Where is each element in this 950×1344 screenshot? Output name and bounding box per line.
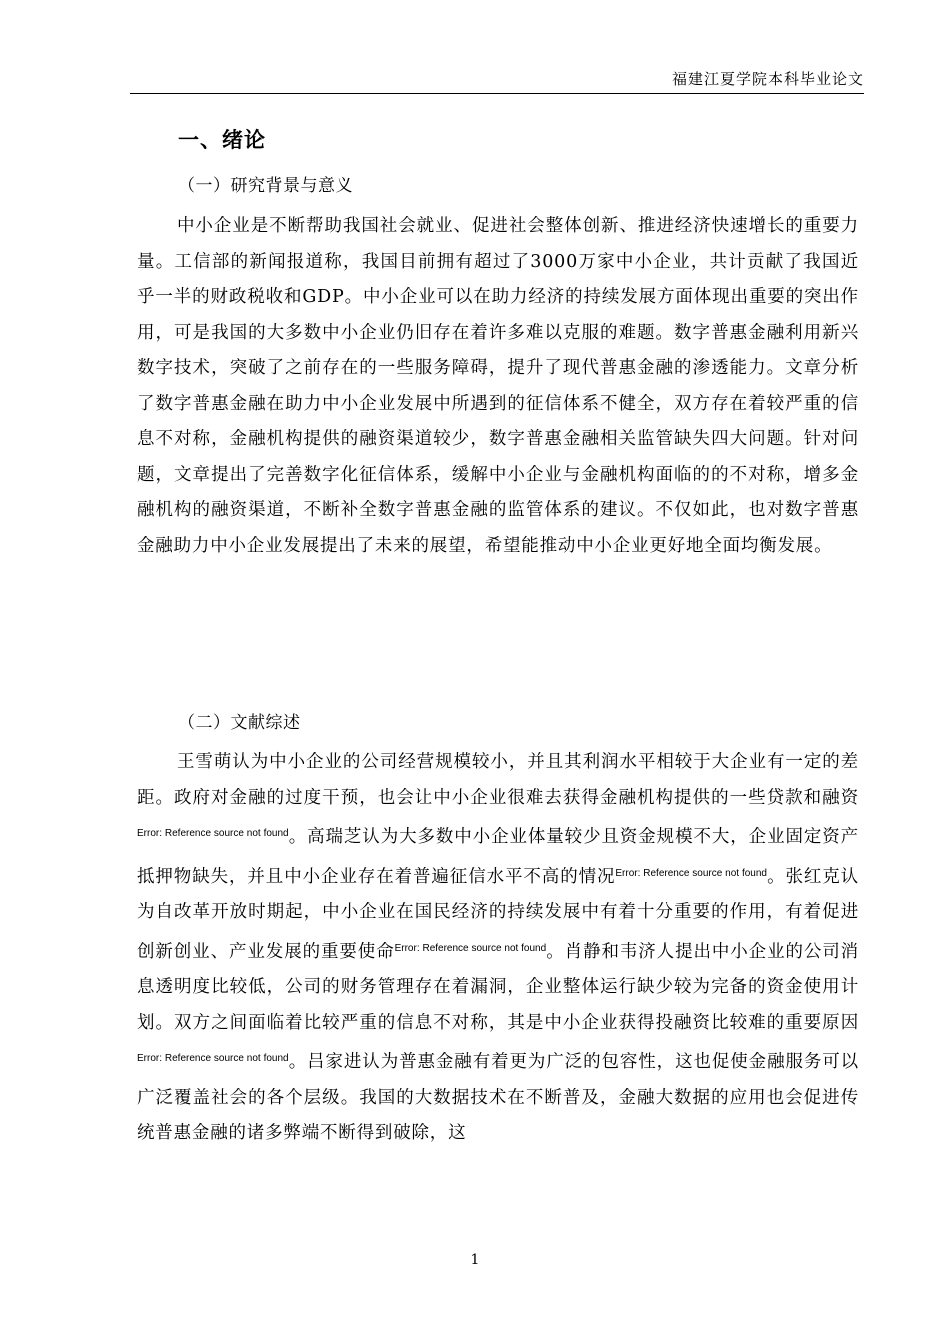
citation-ref: Error: Reference source not found: [137, 828, 289, 839]
citation-ref: Error: Reference source not found: [615, 867, 767, 879]
text-span: 王雪萌认为中小企业的公司经营规模较小，并且其利润水平相较于大企业有一定的差距。政府对金融的过度干预，也会让中小企业很难去获得金融机构提供的一些贷款和融资: [137, 752, 859, 808]
paragraph-literature: [137, 745, 859, 1152]
subsection-title-background: （一）研究背景与意义: [178, 176, 353, 196]
text-span: 。高瑞芝认为大多数中小企业体量较少且资金规模不大，企业固定资产抵押物缺失，并且中小企业存在着普遍征信水平不高的情况: [137, 827, 859, 887]
citation-ref: Error: Reference source not found: [394, 942, 547, 954]
page-header: 福建江夏学院本科毕业论文: [130, 68, 864, 94]
paragraph-background: 中小企业是不断帮助我国社会就业、促进社会整体创新、推进经济快速增长的重要力量。工信部的新闻报道称，我国目前拥有超过了3000万家中小企业，共计贡献了我国近乎一半的财政税收和GDP。中小企业可以在助力经济的持续发展方面体现出重要的突出作用，可是我国的大多数中小企业仍旧存在着许多难以克服的难题。数字普惠金融利用新兴数字技术，突破了之前存在的一些服务障碍，提升了现代普惠金融的渗透能力。文章分析了数字普惠金融在助力中小企业发展中所遇到的征信体系不健全，双方存在着较严重的信息不对称，金融机构提供的融资渠道较少，数字普惠金融相关监管缺失四大问题。针对问题，文章提出了完善数字化征信体系，缓解中小企业与金融机构面临的的不对称，增多金融机构的融资渠道，不断补全数字普惠金融的监管体系的建议。不仅如此，也对数字普惠金融助力中小企业发展提出了未来的展望，希望能推动中小企业更好地全面均衡发展。: [137, 216, 859, 556]
text-span: 。肖静和韦济人提出中小企业的公司消息透明度比较低，公司的财务管理存在着漏洞，企业整体运行缺少较为完备的资金使用计划。双方之间面临着比较严重的信息不对称，其是中小企业获得投融资比较难的重要原因: [137, 941, 859, 1033]
text-span: 。张红克认为自改革开放时期起，中小企业在国民经济的持续发展中有着十分重要的作用，有着促进创新创业、产业发展的重要使命: [137, 866, 859, 962]
text-span: 。吕家进认为普惠金融有着更为广泛的包容性，这也促使金融服务可以广泛覆盖社会的各个层级。我国的大数据技术在不断普及，金融大数据的应用也会促进传统普惠金融的诸多弊端不断得到破除，这: [137, 1052, 859, 1143]
citation-ref: Error: Reference source not found: [137, 1053, 289, 1064]
page-number: 1: [470, 1252, 480, 1268]
subsection-title-literature: （二）文献综述: [178, 713, 301, 733]
section-title: 一、绪论: [178, 128, 266, 152]
